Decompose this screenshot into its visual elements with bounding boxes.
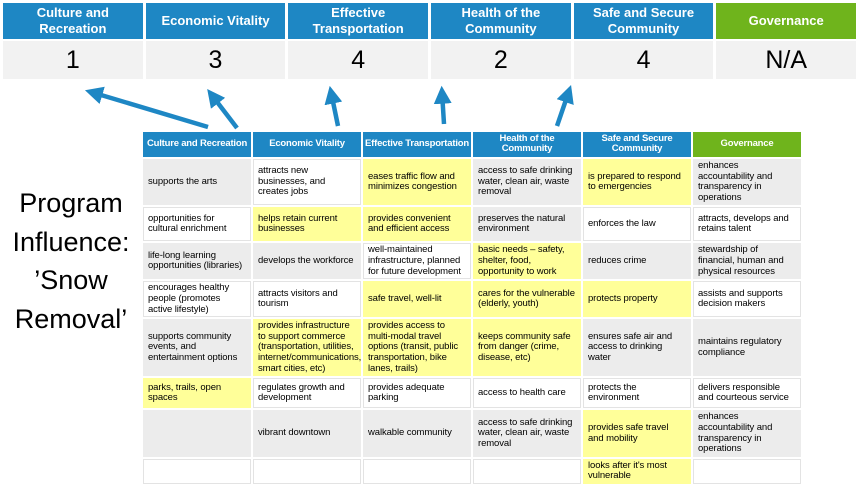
influence-arrows [0,80,680,132]
matrix-header-health-of-the-community: Health of the Community [473,132,581,157]
table-cell: reduces crime [583,243,691,279]
table-cell [693,459,801,484]
table-cell [253,459,361,484]
table-cell: safe travel, well-lit [363,281,471,317]
table-cell: provides convenient and efficient access [363,207,471,241]
table-cell: provides adequate parking [363,378,471,408]
table-cell: ensures safe air and access to drinking water [583,319,691,376]
influence-matrix-table [141,130,803,486]
arrow-to-health-score [442,92,444,124]
table-cell: opportunities for cultural enrichment [143,207,251,241]
table-cell: access to safe drinking water, clean air, waste removal [473,410,581,457]
program-title-line: Removal’ [14,303,128,334]
table-cell: delivers responsible and courteous service [693,378,801,408]
table-cell: enhances accountability and transparency in operations [693,410,801,457]
table-row [143,378,801,408]
arrow-to-economic-score [211,94,237,128]
summary-category-governance: Governance [716,3,856,39]
summary-score-row [0,41,859,79]
matrix-header-safe-and-secure-community: Safe and Secure Community [583,132,691,157]
table-cell: attracts new businesses, and creates jobs [253,159,361,206]
table-cell: vibrant downtown [253,410,361,457]
table-cell [473,459,581,484]
table-cell: provides infrastructure to support commerce (transportation, utilities, internet/communications, smart cities, etc) [253,319,361,376]
table-cell: regulates growth and development [253,378,361,408]
arrow-to-safe-score [557,91,569,126]
table-cell: maintains regulatory compliance [693,319,801,376]
table-cell: life-long learning opportunities (libraries) [143,243,251,279]
matrix-body [143,159,801,484]
table-cell: enhances accountability and transparency in operations [693,159,801,206]
summary-score-culture-and-recreation: 1 [3,41,143,79]
table-cell: supports the arts [143,159,251,206]
table-cell: protects property [583,281,691,317]
table-cell: cares for the vulnerable (elderly, youth) [473,281,581,317]
table-cell: walkable community [363,410,471,457]
matrix-header-governance: Governance [693,132,801,157]
table-cell: access to safe drinking water, clean air, waste removal [473,159,581,206]
table-cell [143,459,251,484]
table-cell: access to health care [473,378,581,408]
summary-header-row [0,3,859,39]
program-title-line: ’Snow [34,265,108,296]
table-row [143,459,801,484]
program-title-line: Influence: [12,226,130,257]
summary-category-culture-and-recreation: Culture and Recreation [3,3,143,39]
table-row [143,159,801,206]
table-cell: provides access to multi-modal travel options (transit, public transportation, bike lanes, trails) [363,319,471,376]
arrow-to-culture-score [91,92,208,127]
table-cell: enforces the law [583,207,691,241]
table-row [143,410,801,457]
arrow-to-transportation-score [331,92,338,126]
table-cell: keeps community safe from danger (crime, disease, etc) [473,319,581,376]
table-cell: eases traffic flow and minimizes congestion [363,159,471,206]
table-cell: well-maintained infrastructure, planned for future development [363,243,471,279]
matrix-header-economic-vitality: Economic Vitality [253,132,361,157]
table-cell: encourages healthy people (promotes active lifestyle) [143,281,251,317]
table-cell: helps retain current businesses [253,207,361,241]
table-cell: stewardship of financial, human and physical resources [693,243,801,279]
matrix-header-effective-transportation: Effective Transportation [363,132,471,157]
table-cell: basic needs – safety, shelter, food, opportunity to work [473,243,581,279]
summary-score-governance: N/A [716,41,856,79]
summary-category-economic-vitality: Economic Vitality [146,3,286,39]
summary-category-safe-and-secure-community: Safe and Secure Community [574,3,714,39]
table-cell: parks, trails, open spaces [143,378,251,408]
summary-category-effective-transportation: Effective Transportation [288,3,428,39]
table-cell: assists and supports decision makers [693,281,801,317]
summary-score-economic-vitality: 3 [146,41,286,79]
table-row [143,207,801,241]
table-cell: preserves the natural environment [473,207,581,241]
summary-score-effective-transportation: 4 [288,41,428,79]
matrix-header-culture-and-recreation: Culture and Recreation [143,132,251,157]
matrix-header-row [143,132,801,157]
program-title-line: Program [19,188,123,218]
table-cell: protects the environment [583,378,691,408]
program-title [2,184,140,338]
table-cell: attracts visitors and tourism [253,281,361,317]
table-cell [363,459,471,484]
table-cell: supports community events, and entertainment options [143,319,251,376]
table-cell: is prepared to respond to emergencies [583,159,691,206]
table-row [143,319,801,376]
table-cell: develops the workforce [253,243,361,279]
table-row [143,243,801,279]
table-row [143,281,801,317]
table-cell [143,410,251,457]
table-cell: looks after it's most vulnerable [583,459,691,484]
summary-score-health-of-the-community: 2 [431,41,571,79]
table-cell: attracts, develops and retains talent [693,207,801,241]
summary-category-health-of-the-community: Health of the Community [431,3,571,39]
summary-score-safe-and-secure-community: 4 [574,41,714,79]
table-cell: provides safe travel and mobility [583,410,691,457]
